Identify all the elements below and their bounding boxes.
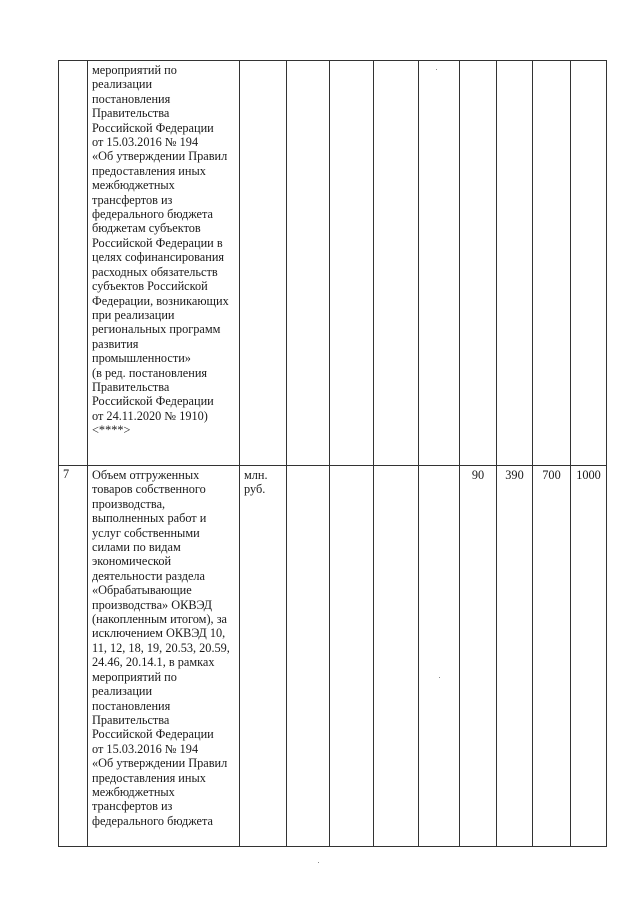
- description-line: Российской Федерации: [92, 120, 214, 135]
- description-line: деятельности раздела: [92, 568, 206, 583]
- description-line: Российской Федерации: [92, 727, 214, 742]
- description-line: развития: [92, 336, 139, 351]
- description-line: выполненных работ и: [92, 511, 207, 526]
- value-cell: [497, 61, 533, 466]
- description-line: предоставления иных: [92, 770, 206, 785]
- unit-cell: [240, 61, 287, 466]
- value-cell: [571, 61, 607, 466]
- indicator-description-cell: [88, 466, 240, 847]
- value-text: 90: [471, 468, 485, 482]
- description-line: федерального бюджета: [92, 813, 213, 828]
- value-cell: [533, 466, 571, 847]
- description-line: целях софинансирования: [92, 250, 225, 265]
- scan-speck: [436, 69, 437, 70]
- row-number-cell: [59, 61, 88, 466]
- description-line: Правительства: [92, 379, 170, 394]
- value-cell: [419, 466, 460, 847]
- description-line: (накопленным итогом), за: [92, 612, 228, 627]
- description-line: межбюджетных: [92, 178, 175, 193]
- description-line: предоставления иных: [92, 163, 206, 178]
- unit-line: руб.: [244, 482, 266, 497]
- description-line: услуг собственными: [92, 525, 200, 540]
- description-line: федерального бюджета: [92, 207, 213, 222]
- indicator-description-cell: [88, 61, 240, 466]
- description-line: реализации: [92, 77, 153, 92]
- value-text: 700: [542, 468, 561, 482]
- value-cell: [571, 466, 607, 847]
- description-line: производства» ОКВЭД: [92, 597, 213, 612]
- description-line: реализации: [92, 684, 153, 699]
- value-cell: [374, 61, 419, 466]
- indicator-table: [58, 60, 607, 847]
- description-line: «Об утверждении Правил: [92, 149, 228, 164]
- value-cell: [533, 61, 571, 466]
- description-line: региональных программ: [92, 322, 221, 337]
- description-line: силами по видам: [92, 540, 181, 555]
- value-cell: [460, 61, 497, 466]
- description-line: от 15.03.2016 № 194: [92, 135, 199, 150]
- description-line: исключением ОКВЭД 10,: [92, 626, 226, 641]
- description-line: товаров собственного: [92, 482, 206, 497]
- description-line: постановления: [92, 698, 171, 713]
- description-line: от 24.11.2020 № 1910): [92, 408, 208, 423]
- description-line: постановления: [92, 91, 171, 106]
- value-cell: [287, 61, 330, 466]
- description-line: Объем отгруженных: [92, 468, 200, 482]
- description-line: межбюджетных: [92, 784, 175, 799]
- row-number: 7: [63, 467, 70, 481]
- description-line: Правительства: [92, 106, 170, 121]
- value-cell: [419, 61, 460, 466]
- value-cell: [497, 466, 533, 847]
- description-line: при реализации: [92, 307, 175, 322]
- description-line: мероприятий по: [92, 63, 177, 77]
- description-line: трансфертов из: [92, 192, 173, 207]
- description-line: (в ред. постановления: [92, 365, 208, 380]
- value-cell: [330, 466, 374, 847]
- unit-cell: [240, 466, 287, 847]
- description-line: Правительства: [92, 712, 170, 727]
- description-line: <****>: [92, 423, 131, 438]
- table-row: [59, 61, 607, 466]
- description-line: расходных обязательств: [92, 264, 218, 279]
- description-line: трансфертов из: [92, 799, 173, 814]
- description-line: Российской Федерации в: [92, 235, 223, 250]
- description-line: Федерации, возникающих: [92, 293, 229, 308]
- description-line: бюджетам субъектов: [92, 221, 201, 236]
- description-line: производства,: [92, 496, 166, 511]
- description-line: 24.46, 20.14.1, в рамках: [92, 655, 215, 670]
- value-cell: [460, 466, 497, 847]
- description-line: мероприятий по: [92, 669, 177, 684]
- value-cell: [374, 466, 419, 847]
- scan-speck: [318, 862, 319, 863]
- description-line: экономической: [92, 554, 172, 569]
- description-line: «Об утверждении Правил: [92, 756, 228, 771]
- description-line: промышленности»: [92, 351, 191, 366]
- description-line: «Обрабатывающие: [92, 583, 192, 598]
- value-cell: [287, 466, 330, 847]
- value-text: 390: [505, 468, 524, 482]
- unit-line: млн.: [244, 468, 268, 482]
- row-number-cell: [59, 466, 88, 847]
- scan-speck: [439, 677, 440, 678]
- value-cell: [330, 61, 374, 466]
- description-line: от 15.03.2016 № 194: [92, 741, 199, 756]
- description-line: субъектов Российской: [92, 279, 208, 294]
- description-line: Российской Федерации: [92, 394, 214, 409]
- table-body: [59, 61, 607, 847]
- value-text: 1000: [576, 468, 601, 482]
- description-line: 11, 12, 18, 19, 20.53, 20.59,: [92, 640, 230, 655]
- table-row: [59, 466, 607, 847]
